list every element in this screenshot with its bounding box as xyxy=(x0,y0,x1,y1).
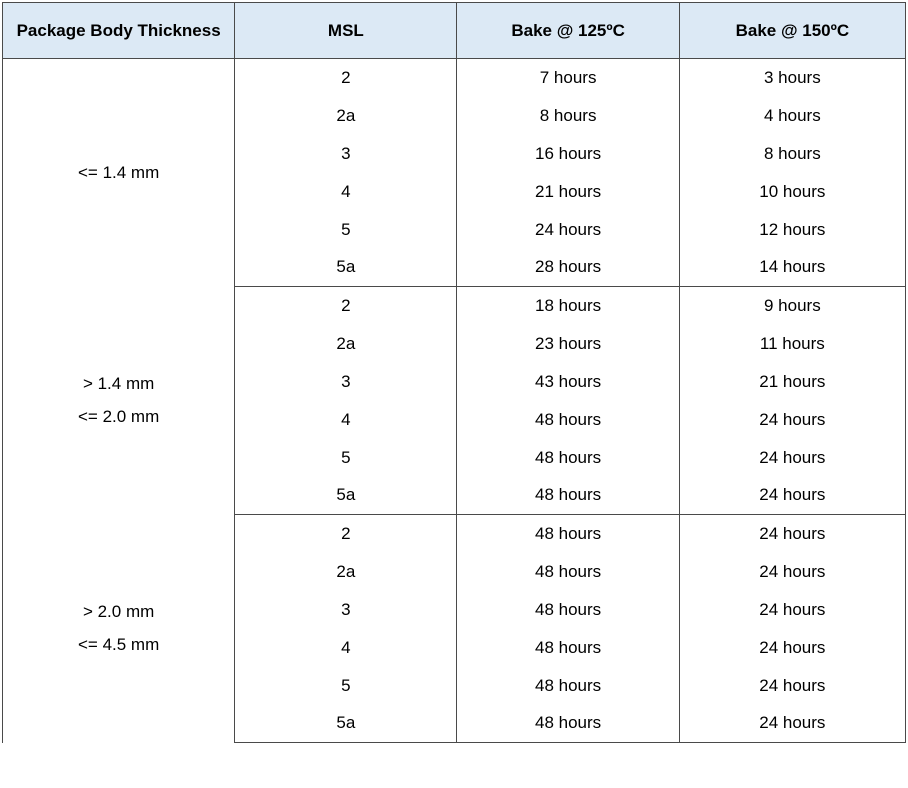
bake-requirements-table xyxy=(2,2,906,743)
bake-125-cell: 48 hours xyxy=(457,629,679,667)
msl-cell: 2 xyxy=(235,515,457,553)
bake-150-cell: 11 hours xyxy=(679,325,905,363)
table-row xyxy=(3,59,906,97)
bake-150-cell: 4 hours xyxy=(679,97,905,135)
bake-150-cell: 10 hours xyxy=(679,173,905,211)
thickness-group-cell xyxy=(3,59,235,287)
msl-cell: 2 xyxy=(235,59,457,97)
bake-150-cell: 14 hours xyxy=(679,249,905,287)
header-row xyxy=(3,3,906,59)
bake-150-cell: 8 hours xyxy=(679,135,905,173)
table-row xyxy=(3,287,906,325)
bake-125-cell: 48 hours xyxy=(457,477,679,515)
thickness-label: <= 1.4 mm xyxy=(77,162,160,182)
msl-cell: 5a xyxy=(235,477,457,515)
thickness-label: <= 2.0 mm xyxy=(77,406,160,426)
column-header-bake-125: Bake @ 125ºC xyxy=(457,3,679,59)
msl-cell: 4 xyxy=(235,173,457,211)
msl-cell: 2 xyxy=(235,287,457,325)
bake-150-cell: 9 hours xyxy=(679,287,905,325)
bake-125-cell: 48 hours xyxy=(457,439,679,477)
bake-125-cell: 24 hours xyxy=(457,211,679,249)
table-header xyxy=(3,3,906,59)
bake-150-cell: 24 hours xyxy=(679,439,905,477)
column-header-msl: MSL xyxy=(235,3,457,59)
thickness-label: <= 4.5 mm xyxy=(77,634,160,654)
msl-cell: 2a xyxy=(235,97,457,135)
msl-cell: 4 xyxy=(235,629,457,667)
bake-125-cell: 23 hours xyxy=(457,325,679,363)
bake-125-cell: 28 hours xyxy=(457,249,679,287)
bake-150-cell: 24 hours xyxy=(679,515,905,553)
bake-125-cell: 7 hours xyxy=(457,59,679,97)
table-body xyxy=(3,59,906,743)
bake-125-cell: 48 hours xyxy=(457,553,679,591)
bake-125-cell: 48 hours xyxy=(457,401,679,439)
msl-cell: 5a xyxy=(235,705,457,743)
bake-150-cell: 24 hours xyxy=(679,477,905,515)
bake-150-cell: 21 hours xyxy=(679,363,905,401)
bake-150-cell: 3 hours xyxy=(679,59,905,97)
msl-cell: 4 xyxy=(235,401,457,439)
msl-cell: 3 xyxy=(235,135,457,173)
thickness-label: > 1.4 mm xyxy=(82,374,155,394)
bake-125-cell: 8 hours xyxy=(457,97,679,135)
msl-cell: 3 xyxy=(235,591,457,629)
bake-125-cell: 18 hours xyxy=(457,287,679,325)
msl-cell: 5 xyxy=(235,439,457,477)
table-row xyxy=(3,515,906,553)
msl-cell: 2a xyxy=(235,325,457,363)
thickness-label: > 2.0 mm xyxy=(82,602,155,622)
bake-150-cell: 24 hours xyxy=(679,401,905,439)
bake-150-cell: 24 hours xyxy=(679,553,905,591)
msl-cell: 3 xyxy=(235,363,457,401)
column-header-thickness: Package Body Thickness xyxy=(3,3,235,59)
msl-cell: 2a xyxy=(235,553,457,591)
msl-cell: 5a xyxy=(235,249,457,287)
thickness-group-cell xyxy=(3,287,235,515)
bake-125-cell: 21 hours xyxy=(457,173,679,211)
bake-150-cell: 24 hours xyxy=(679,629,905,667)
msl-cell: 5 xyxy=(235,667,457,705)
bake-125-cell: 43 hours xyxy=(457,363,679,401)
bake-125-cell: 48 hours xyxy=(457,515,679,553)
bake-150-cell: 12 hours xyxy=(679,211,905,249)
bake-150-cell: 24 hours xyxy=(679,591,905,629)
thickness-group-cell xyxy=(3,515,235,743)
bake-125-cell: 48 hours xyxy=(457,667,679,705)
column-header-bake-150: Bake @ 150ºC xyxy=(679,3,905,59)
bake-150-cell: 24 hours xyxy=(679,705,905,743)
msl-cell: 5 xyxy=(235,211,457,249)
bake-125-cell: 16 hours xyxy=(457,135,679,173)
bake-125-cell: 48 hours xyxy=(457,591,679,629)
bake-150-cell: 24 hours xyxy=(679,667,905,705)
bake-125-cell: 48 hours xyxy=(457,705,679,743)
